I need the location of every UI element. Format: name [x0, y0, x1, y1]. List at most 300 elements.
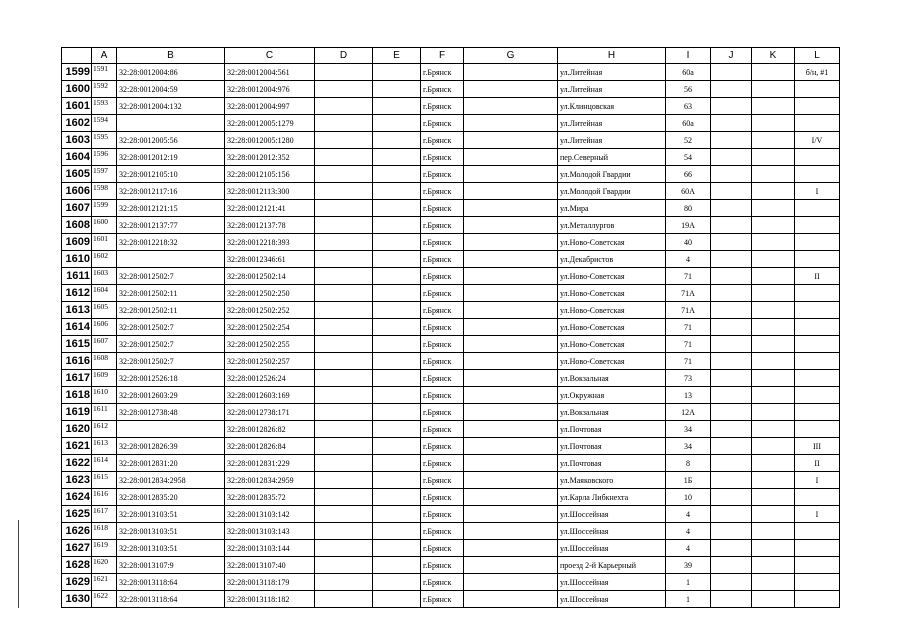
cell-l[interactable]: [795, 319, 840, 336]
cell-i[interactable]: 60А: [666, 183, 711, 200]
cell-g[interactable]: [464, 591, 558, 608]
cell-a[interactable]: 1591: [92, 64, 117, 81]
cell-c[interactable]: 32:28:0012004:997: [225, 98, 315, 115]
cell-d[interactable]: [315, 132, 373, 149]
row-number-header[interactable]: 1629: [62, 574, 92, 591]
row-number-header[interactable]: 1605: [62, 166, 92, 183]
cell-f[interactable]: г.Брянск: [421, 285, 464, 302]
cell-c[interactable]: 32:28:0012831:229: [225, 455, 315, 472]
cell-i[interactable]: 66: [666, 166, 711, 183]
cell-h[interactable]: ул.Ново-Советская: [558, 234, 666, 251]
cell-k[interactable]: [752, 353, 795, 370]
cell-a[interactable]: 1592: [92, 81, 117, 98]
cell-e[interactable]: [373, 370, 421, 387]
cell-a[interactable]: 1596: [92, 149, 117, 166]
cell-g[interactable]: [464, 455, 558, 472]
cell-l[interactable]: I: [795, 472, 840, 489]
cell-d[interactable]: [315, 438, 373, 455]
cell-j[interactable]: [711, 268, 752, 285]
row-number-header[interactable]: 1611: [62, 268, 92, 285]
row-number-header[interactable]: 1602: [62, 115, 92, 132]
row-number-header[interactable]: 1620: [62, 421, 92, 438]
cell-e[interactable]: [373, 404, 421, 421]
cell-k[interactable]: [752, 591, 795, 608]
row-number-header[interactable]: 1613: [62, 302, 92, 319]
cell-d[interactable]: [315, 421, 373, 438]
cell-b[interactable]: 32:28:0012502:7: [117, 353, 225, 370]
cell-i[interactable]: 1: [666, 591, 711, 608]
cell-a[interactable]: 1598: [92, 183, 117, 200]
cell-j[interactable]: [711, 64, 752, 81]
row-number-header[interactable]: 1607: [62, 200, 92, 217]
cell-e[interactable]: [373, 506, 421, 523]
row-number-header[interactable]: 1601: [62, 98, 92, 115]
row-number-header[interactable]: 1609: [62, 234, 92, 251]
cell-e[interactable]: [373, 455, 421, 472]
cell-i[interactable]: 8: [666, 455, 711, 472]
cell-a[interactable]: 1597: [92, 166, 117, 183]
cell-j[interactable]: [711, 455, 752, 472]
cell-l[interactable]: [795, 540, 840, 557]
cell-g[interactable]: [464, 81, 558, 98]
cell-i[interactable]: 80: [666, 200, 711, 217]
cell-b[interactable]: 32:28:0013103:51: [117, 506, 225, 523]
cell-j[interactable]: [711, 183, 752, 200]
cell-h[interactable]: ул.Ново-Советская: [558, 268, 666, 285]
cell-j[interactable]: [711, 591, 752, 608]
cell-a[interactable]: 1605: [92, 302, 117, 319]
cell-k[interactable]: [752, 387, 795, 404]
cell-c[interactable]: 32:28:0012502:250: [225, 285, 315, 302]
cell-k[interactable]: [752, 166, 795, 183]
cell-g[interactable]: [464, 132, 558, 149]
cell-a[interactable]: 1602: [92, 251, 117, 268]
cell-j[interactable]: [711, 302, 752, 319]
cell-j[interactable]: [711, 557, 752, 574]
cell-f[interactable]: г.Брянск: [421, 132, 464, 149]
cell-c[interactable]: 32:28:0013118:179: [225, 574, 315, 591]
cell-h[interactable]: пер.Северный: [558, 149, 666, 166]
row-number-header[interactable]: 1617: [62, 370, 92, 387]
cell-a[interactable]: 1620: [92, 557, 117, 574]
cell-i[interactable]: 34: [666, 421, 711, 438]
cell-d[interactable]: [315, 489, 373, 506]
cell-b[interactable]: 32:28:0012826:39: [117, 438, 225, 455]
cell-a[interactable]: 1618: [92, 523, 117, 540]
cell-c[interactable]: 32:28:0012004:976: [225, 81, 315, 98]
row-number-header[interactable]: 1626: [62, 523, 92, 540]
column-header-b[interactable]: B: [117, 48, 225, 64]
cell-c[interactable]: 32:28:0012502:255: [225, 336, 315, 353]
cell-b[interactable]: 32:28:0012502:11: [117, 302, 225, 319]
row-number-header[interactable]: 1625: [62, 506, 92, 523]
cell-i[interactable]: 56: [666, 81, 711, 98]
cell-h[interactable]: ул.Литейная: [558, 132, 666, 149]
row-number-header[interactable]: 1623: [62, 472, 92, 489]
cell-b[interactable]: 32:28:0013103:51: [117, 540, 225, 557]
cell-d[interactable]: [315, 251, 373, 268]
cell-h[interactable]: ул.Вокзальная: [558, 404, 666, 421]
cell-i[interactable]: 54: [666, 149, 711, 166]
cell-l[interactable]: [795, 557, 840, 574]
cell-l[interactable]: [795, 251, 840, 268]
cell-e[interactable]: [373, 217, 421, 234]
cell-j[interactable]: [711, 132, 752, 149]
cell-h[interactable]: ул.Литейная: [558, 81, 666, 98]
cell-e[interactable]: [373, 200, 421, 217]
cell-e[interactable]: [373, 132, 421, 149]
cell-k[interactable]: [752, 370, 795, 387]
cell-k[interactable]: [752, 506, 795, 523]
cell-d[interactable]: [315, 523, 373, 540]
cell-h[interactable]: ул.Карла Либкнехта: [558, 489, 666, 506]
cell-b[interactable]: [117, 251, 225, 268]
cell-b[interactable]: 32:28:0012105:10: [117, 166, 225, 183]
cell-f[interactable]: г.Брянск: [421, 574, 464, 591]
row-number-header[interactable]: 1627: [62, 540, 92, 557]
cell-j[interactable]: [711, 81, 752, 98]
cell-e[interactable]: [373, 489, 421, 506]
cell-h[interactable]: ул.Шоссейная: [558, 591, 666, 608]
cell-g[interactable]: [464, 472, 558, 489]
column-header-k[interactable]: K: [752, 48, 795, 64]
cell-h[interactable]: ул.Молодой Гвардии: [558, 183, 666, 200]
cell-h[interactable]: ул.Почтовая: [558, 421, 666, 438]
corner-header[interactable]: [62, 48, 92, 64]
row-number-header[interactable]: 1621: [62, 438, 92, 455]
cell-l[interactable]: [795, 353, 840, 370]
cell-j[interactable]: [711, 438, 752, 455]
cell-l[interactable]: II: [795, 268, 840, 285]
cell-h[interactable]: ул.Мира: [558, 200, 666, 217]
cell-g[interactable]: [464, 217, 558, 234]
cell-a[interactable]: 1621: [92, 574, 117, 591]
cell-l[interactable]: [795, 523, 840, 540]
cell-f[interactable]: г.Брянск: [421, 421, 464, 438]
cell-g[interactable]: [464, 387, 558, 404]
cell-g[interactable]: [464, 319, 558, 336]
cell-d[interactable]: [315, 268, 373, 285]
cell-g[interactable]: [464, 506, 558, 523]
cell-c[interactable]: 32:28:0012121:41: [225, 200, 315, 217]
cell-i[interactable]: 71: [666, 319, 711, 336]
cell-i[interactable]: 71: [666, 336, 711, 353]
cell-k[interactable]: [752, 285, 795, 302]
cell-e[interactable]: [373, 540, 421, 557]
cell-e[interactable]: [373, 183, 421, 200]
cell-h[interactable]: ул.Ново-Советская: [558, 285, 666, 302]
cell-k[interactable]: [752, 319, 795, 336]
cell-h[interactable]: ул.Маяковского: [558, 472, 666, 489]
cell-e[interactable]: [373, 98, 421, 115]
cell-j[interactable]: [711, 472, 752, 489]
cell-e[interactable]: [373, 421, 421, 438]
cell-f[interactable]: г.Брянск: [421, 438, 464, 455]
cell-j[interactable]: [711, 285, 752, 302]
cell-j[interactable]: [711, 115, 752, 132]
cell-i[interactable]: 1Б: [666, 472, 711, 489]
cell-j[interactable]: [711, 336, 752, 353]
cell-b[interactable]: 32:28:0012526:18: [117, 370, 225, 387]
cell-f[interactable]: г.Брянск: [421, 506, 464, 523]
cell-g[interactable]: [464, 115, 558, 132]
cell-c[interactable]: 32:28:0013103:143: [225, 523, 315, 540]
cell-h[interactable]: ул.Шоссейная: [558, 574, 666, 591]
cell-h[interactable]: ул.Декабристов: [558, 251, 666, 268]
cell-h[interactable]: ул.Ново-Советская: [558, 336, 666, 353]
cell-f[interactable]: г.Брянск: [421, 200, 464, 217]
cell-k[interactable]: [752, 421, 795, 438]
cell-l[interactable]: I/V: [795, 132, 840, 149]
cell-g[interactable]: [464, 370, 558, 387]
cell-e[interactable]: [373, 557, 421, 574]
cell-e[interactable]: [373, 387, 421, 404]
cell-i[interactable]: 60а: [666, 64, 711, 81]
cell-j[interactable]: [711, 404, 752, 421]
cell-d[interactable]: [315, 472, 373, 489]
cell-b[interactable]: 32:28:0012502:7: [117, 319, 225, 336]
cell-k[interactable]: [752, 540, 795, 557]
cell-d[interactable]: [315, 234, 373, 251]
cell-a[interactable]: 1614: [92, 455, 117, 472]
cell-k[interactable]: [752, 557, 795, 574]
cell-j[interactable]: [711, 489, 752, 506]
cell-e[interactable]: [373, 574, 421, 591]
cell-h[interactable]: ул.Шоссейная: [558, 540, 666, 557]
cell-c[interactable]: 32:28:0012835:72: [225, 489, 315, 506]
cell-l[interactable]: [795, 285, 840, 302]
cell-k[interactable]: [752, 489, 795, 506]
cell-h[interactable]: ул.Литейная: [558, 115, 666, 132]
cell-f[interactable]: г.Брянск: [421, 115, 464, 132]
cell-g[interactable]: [464, 404, 558, 421]
cell-c[interactable]: 32:28:0012005:1279: [225, 115, 315, 132]
cell-d[interactable]: [315, 183, 373, 200]
cell-l[interactable]: [795, 370, 840, 387]
cell-d[interactable]: [315, 64, 373, 81]
row-number-header[interactable]: 1628: [62, 557, 92, 574]
cell-j[interactable]: [711, 319, 752, 336]
cell-f[interactable]: г.Брянск: [421, 472, 464, 489]
row-number-header[interactable]: 1619: [62, 404, 92, 421]
column-header-h[interactable]: H: [558, 48, 666, 64]
cell-f[interactable]: г.Брянск: [421, 268, 464, 285]
cell-j[interactable]: [711, 98, 752, 115]
cell-a[interactable]: 1609: [92, 370, 117, 387]
cell-i[interactable]: 1: [666, 574, 711, 591]
cell-j[interactable]: [711, 523, 752, 540]
cell-f[interactable]: г.Брянск: [421, 387, 464, 404]
cell-j[interactable]: [711, 149, 752, 166]
cell-l[interactable]: [795, 234, 840, 251]
cell-l[interactable]: б/н, #1: [795, 64, 840, 81]
cell-g[interactable]: [464, 489, 558, 506]
cell-a[interactable]: 1619: [92, 540, 117, 557]
cell-i[interactable]: 71: [666, 353, 711, 370]
cell-f[interactable]: г.Брянск: [421, 183, 464, 200]
cell-c[interactable]: 32:28:0012834:2959: [225, 472, 315, 489]
cell-c[interactable]: 32:28:0012826:82: [225, 421, 315, 438]
cell-e[interactable]: [373, 438, 421, 455]
cell-c[interactable]: 32:28:0012526:24: [225, 370, 315, 387]
row-number-header[interactable]: 1616: [62, 353, 92, 370]
cell-k[interactable]: [752, 574, 795, 591]
cell-i[interactable]: 60а: [666, 115, 711, 132]
cell-j[interactable]: [711, 234, 752, 251]
cell-b[interactable]: 32:28:0012121:15: [117, 200, 225, 217]
cell-k[interactable]: [752, 132, 795, 149]
cell-a[interactable]: 1604: [92, 285, 117, 302]
cell-g[interactable]: [464, 540, 558, 557]
cell-k[interactable]: [752, 98, 795, 115]
cell-j[interactable]: [711, 506, 752, 523]
cell-j[interactable]: [711, 251, 752, 268]
cell-j[interactable]: [711, 353, 752, 370]
cell-b[interactable]: 32:28:0012603:29: [117, 387, 225, 404]
cell-d[interactable]: [315, 115, 373, 132]
cell-b[interactable]: 32:28:0012218:32: [117, 234, 225, 251]
cell-d[interactable]: [315, 217, 373, 234]
cell-b[interactable]: 32:28:0012012:19: [117, 149, 225, 166]
cell-i[interactable]: 71А: [666, 302, 711, 319]
row-number-header[interactable]: 1614: [62, 319, 92, 336]
cell-f[interactable]: г.Брянск: [421, 217, 464, 234]
column-header-a[interactable]: A: [92, 48, 117, 64]
cell-d[interactable]: [315, 166, 373, 183]
cell-j[interactable]: [711, 166, 752, 183]
cell-d[interactable]: [315, 540, 373, 557]
cell-k[interactable]: [752, 404, 795, 421]
cell-g[interactable]: [464, 302, 558, 319]
cell-i[interactable]: 4: [666, 523, 711, 540]
cell-e[interactable]: [373, 523, 421, 540]
cell-l[interactable]: I: [795, 506, 840, 523]
cell-b[interactable]: 32:28:0012502:7: [117, 268, 225, 285]
cell-c[interactable]: 32:28:0012005:1280: [225, 132, 315, 149]
cell-d[interactable]: [315, 387, 373, 404]
cell-i[interactable]: 4: [666, 506, 711, 523]
cell-f[interactable]: г.Брянск: [421, 523, 464, 540]
cell-e[interactable]: [373, 81, 421, 98]
cell-b[interactable]: 32:28:0012502:11: [117, 285, 225, 302]
cell-a[interactable]: 1617: [92, 506, 117, 523]
column-header-f[interactable]: F: [421, 48, 464, 64]
cell-h[interactable]: ул.Окружная: [558, 387, 666, 404]
cell-g[interactable]: [464, 268, 558, 285]
cell-k[interactable]: [752, 81, 795, 98]
cell-l[interactable]: [795, 98, 840, 115]
cell-k[interactable]: [752, 268, 795, 285]
cell-d[interactable]: [315, 506, 373, 523]
cell-b[interactable]: 32:28:0012004:86: [117, 64, 225, 81]
cell-g[interactable]: [464, 98, 558, 115]
cell-d[interactable]: [315, 285, 373, 302]
cell-a[interactable]: 1595: [92, 132, 117, 149]
cell-f[interactable]: г.Брянск: [421, 81, 464, 98]
cell-a[interactable]: 1615: [92, 472, 117, 489]
cell-i[interactable]: 10: [666, 489, 711, 506]
cell-f[interactable]: г.Брянск: [421, 251, 464, 268]
cell-d[interactable]: [315, 319, 373, 336]
cell-l[interactable]: [795, 200, 840, 217]
cell-b[interactable]: 32:28:0013103:51: [117, 523, 225, 540]
cell-i[interactable]: 19А: [666, 217, 711, 234]
cell-k[interactable]: [752, 115, 795, 132]
cell-g[interactable]: [464, 64, 558, 81]
cell-i[interactable]: 34: [666, 438, 711, 455]
cell-h[interactable]: проезд 2-й Карьерный: [558, 557, 666, 574]
cell-h[interactable]: ул.Почтовая: [558, 438, 666, 455]
cell-k[interactable]: [752, 302, 795, 319]
cell-b[interactable]: 32:28:0012004:59: [117, 81, 225, 98]
cell-l[interactable]: [795, 115, 840, 132]
cell-e[interactable]: [373, 302, 421, 319]
cell-e[interactable]: [373, 115, 421, 132]
cell-a[interactable]: 1599: [92, 200, 117, 217]
row-number-header[interactable]: 1612: [62, 285, 92, 302]
cell-h[interactable]: ул.Клинцовская: [558, 98, 666, 115]
cell-i[interactable]: 63: [666, 98, 711, 115]
cell-b[interactable]: 32:28:0012137:77: [117, 217, 225, 234]
cell-e[interactable]: [373, 64, 421, 81]
cell-a[interactable]: 1593: [92, 98, 117, 115]
cell-i[interactable]: 40: [666, 234, 711, 251]
cell-e[interactable]: [373, 268, 421, 285]
cell-h[interactable]: ул.Шоссейная: [558, 506, 666, 523]
row-number-header[interactable]: 1600: [62, 81, 92, 98]
cell-f[interactable]: г.Брянск: [421, 370, 464, 387]
cell-d[interactable]: [315, 149, 373, 166]
cell-b[interactable]: 32:28:0013118:64: [117, 574, 225, 591]
cell-b[interactable]: [117, 421, 225, 438]
cell-l[interactable]: [795, 574, 840, 591]
cell-k[interactable]: [752, 64, 795, 81]
row-number-header[interactable]: 1608: [62, 217, 92, 234]
cell-l[interactable]: [795, 591, 840, 608]
cell-c[interactable]: 32:28:0012826:84: [225, 438, 315, 455]
cell-d[interactable]: [315, 336, 373, 353]
cell-j[interactable]: [711, 200, 752, 217]
cell-e[interactable]: [373, 472, 421, 489]
cell-d[interactable]: [315, 370, 373, 387]
cell-c[interactable]: 32:28:0013103:142: [225, 506, 315, 523]
cell-d[interactable]: [315, 591, 373, 608]
cell-g[interactable]: [464, 523, 558, 540]
cell-b[interactable]: 32:28:0013118:64: [117, 591, 225, 608]
cell-l[interactable]: [795, 149, 840, 166]
cell-a[interactable]: 1607: [92, 336, 117, 353]
cell-b[interactable]: 32:28:0013107:9: [117, 557, 225, 574]
cell-a[interactable]: 1608: [92, 353, 117, 370]
cell-c[interactable]: 32:28:0012502:252: [225, 302, 315, 319]
cell-d[interactable]: [315, 455, 373, 472]
cell-l[interactable]: [795, 217, 840, 234]
cell-h[interactable]: ул.Ново-Советская: [558, 302, 666, 319]
cell-e[interactable]: [373, 353, 421, 370]
cell-j[interactable]: [711, 574, 752, 591]
cell-c[interactable]: 32:28:0012502:254: [225, 319, 315, 336]
cell-k[interactable]: [752, 438, 795, 455]
cell-g[interactable]: [464, 166, 558, 183]
cell-g[interactable]: [464, 574, 558, 591]
cell-e[interactable]: [373, 591, 421, 608]
row-number-header[interactable]: 1615: [62, 336, 92, 353]
cell-l[interactable]: II: [795, 455, 840, 472]
column-header-i[interactable]: I: [666, 48, 711, 64]
cell-k[interactable]: [752, 336, 795, 353]
cell-e[interactable]: [373, 251, 421, 268]
cell-g[interactable]: [464, 251, 558, 268]
